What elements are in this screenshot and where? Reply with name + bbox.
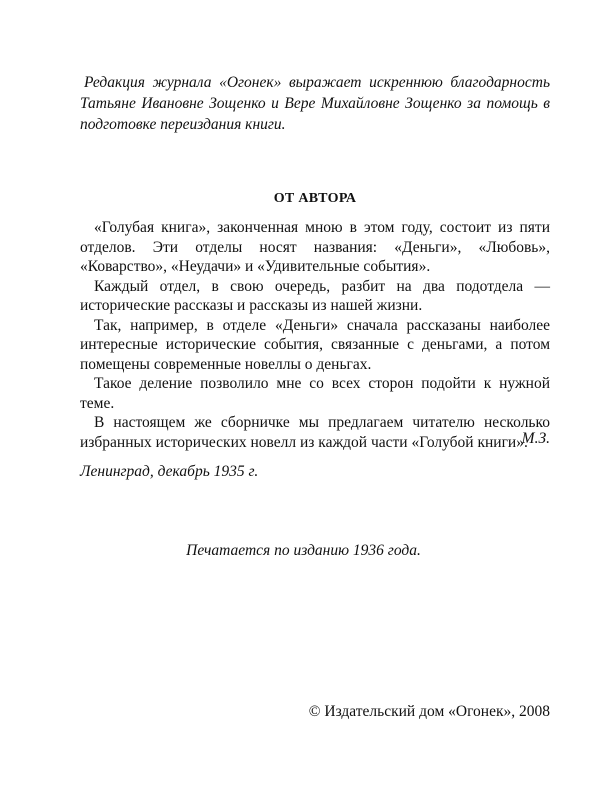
preface-paragraph: Каждый отдел, в свою очередь, разбит на два подотдела — исторические рассказы и рассказы из нашей жизни. [80, 277, 550, 314]
preface-heading: ОТ АВТОРА [273, 191, 357, 206]
place-date: Ленинград, декабрь 1935 г. [80, 463, 259, 480]
preface-paragraph: Так, например, в отделе «Деньги» сначала рассказаны наиболее интересные исторические события, связанные с деньгами, а потом помещены современные новеллы о деньгах. [80, 316, 550, 373]
copyright-notice: © Издательский дом «Огонек», 2008 [308, 703, 550, 720]
print-source-note: Печатается по изданию 1936 года. [186, 542, 421, 559]
acknowledgement-text: Редакция журнала «Огонек» выражает искреннюю благодарность Татьяне Ивановне Зощенко и Вере Михайловне Зощенко за помощь в подготовке переиздания книги. [80, 74, 550, 133]
preface-paragraph: Такое деление позволило мне со всех сторон подойти к нужной теме. [80, 375, 550, 412]
preface-body [80, 218, 550, 452]
preface-paragraph: В настоящем же сборничке мы предлагаем читателю несколько избранных исторических новелл из каждой части «Голубой книги». [80, 414, 550, 451]
preface-paragraph: «Голубая книга», законченная мною в этом году, состоит из пяти отделов. Эти отделы носят названия: «Деньги», «Любовь», «Коварство», «Неудачи» и «Удивительные события». [80, 219, 550, 275]
author-signature: М.З. [521, 430, 550, 447]
